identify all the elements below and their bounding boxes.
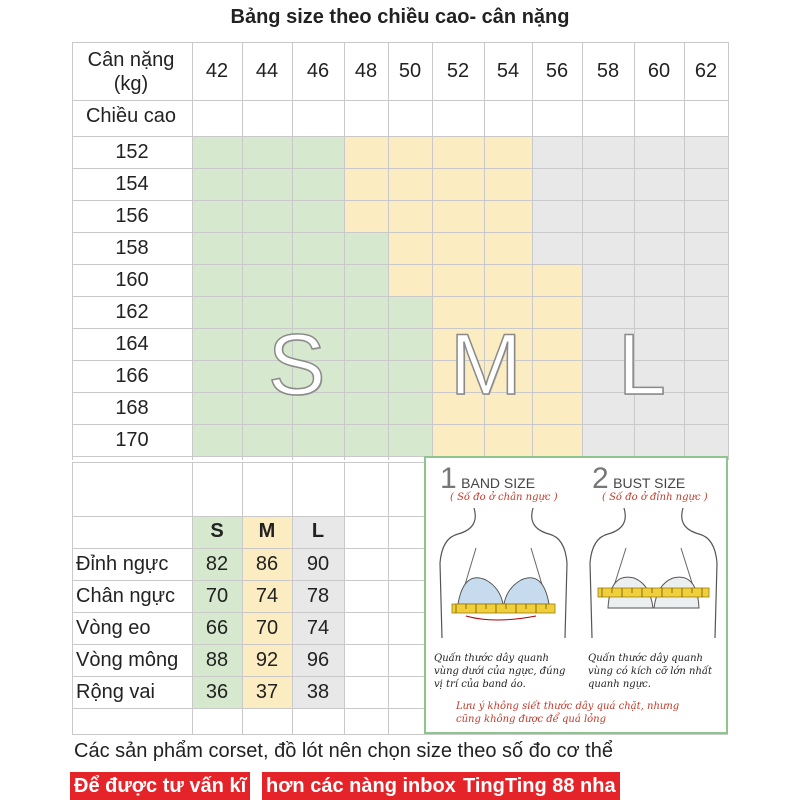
grid-line xyxy=(72,462,73,734)
measure-value: 38 xyxy=(306,681,330,703)
measure-value: 86 xyxy=(255,553,279,575)
measure-guide-panel xyxy=(424,456,728,734)
measure-value: 92 xyxy=(255,649,279,671)
measure-value: 37 xyxy=(255,681,279,703)
band-size-note: Quấn thước dây quanh vùng dưới của ngực, đúng vị trí của band áo. xyxy=(434,653,566,690)
measure-row-label: Rộng vai xyxy=(76,681,155,703)
measure-value: 88 xyxy=(205,649,229,671)
weight-header: 52 xyxy=(446,60,470,82)
measure-value: 96 xyxy=(306,649,330,671)
bust-size-note: Quấn thước dây quanh vùng có kích cỡ lớn nhất quanh ngực. xyxy=(588,653,713,690)
height-row-label: 158 xyxy=(115,237,149,259)
weight-label-line2: (kg) xyxy=(113,73,149,95)
weight-label-line1: Cân nặng xyxy=(87,49,175,71)
grid-line xyxy=(72,516,424,517)
measure-value: 66 xyxy=(205,617,229,639)
size-s-letter: S xyxy=(268,317,326,413)
band-size-number: 1 xyxy=(440,462,457,495)
grid-line xyxy=(72,462,424,463)
grid-line xyxy=(72,580,424,581)
height-row-label: 162 xyxy=(115,301,149,323)
measure-row-label: Đỉnh ngực xyxy=(76,553,169,575)
grid-line xyxy=(344,462,345,734)
grid-line xyxy=(72,612,424,613)
bust-size-title: BUST SIZE xyxy=(613,475,686,491)
weight-header: 46 xyxy=(306,60,330,82)
grid-line xyxy=(72,644,424,645)
measure-value: 70 xyxy=(255,617,279,639)
weight-header: 60 xyxy=(647,60,671,82)
height-row-label: 156 xyxy=(115,205,149,227)
height-label: Chiều cao xyxy=(85,105,177,126)
grid-line xyxy=(388,462,389,734)
band-size-heading xyxy=(440,462,535,496)
bust-size-heading xyxy=(592,462,685,496)
measure-size-header: S xyxy=(210,520,224,542)
grid-line xyxy=(72,548,424,549)
measure-row-label: Chân ngực xyxy=(76,585,176,607)
height-row-label: 152 xyxy=(115,141,149,163)
measure-size-header: L xyxy=(311,520,325,542)
contact-banner-part-1: Để được tư vấn kĩ xyxy=(70,772,250,800)
measure-value: 90 xyxy=(306,553,330,575)
size-l-letter: L xyxy=(618,317,666,413)
weight-header: 54 xyxy=(496,60,520,82)
bust-size-figure xyxy=(586,508,721,638)
size-m-letter: M xyxy=(450,317,522,413)
measure-size-header: M xyxy=(258,520,276,542)
height-row-label: 160 xyxy=(115,269,149,291)
contact-banner-part-3: TingTing 88 nha xyxy=(459,772,620,800)
measure-row-label: Vòng mông xyxy=(76,649,179,671)
footer-note: Các sản phẩm corset, đồ lót nên chọn size theo số đo cơ thể xyxy=(74,740,613,762)
height-row-label: 166 xyxy=(115,365,149,387)
contact-banner-part-2: hơn các nàng inbox xyxy=(262,772,460,800)
grid-line xyxy=(72,676,424,677)
band-size-figure xyxy=(436,508,571,638)
measure-value: 70 xyxy=(205,585,229,607)
height-row-label: 154 xyxy=(115,173,149,195)
grid-line xyxy=(72,734,728,735)
weight-header: 44 xyxy=(255,60,279,82)
bust-size-sub: ( Số đo ở đỉnh ngực ) xyxy=(602,492,708,503)
band-size-sub: ( Số đo ở chân ngực ) xyxy=(450,492,558,503)
weight-header: 62 xyxy=(694,60,718,82)
height-row-label: 168 xyxy=(115,397,149,419)
size-chart-title: Bảng size theo chiều cao- cân nặng xyxy=(230,6,570,28)
measure-value: 74 xyxy=(255,585,279,607)
weight-header: 56 xyxy=(545,60,569,82)
height-row-label: 170 xyxy=(115,429,149,451)
measure-row-label: Vòng eo xyxy=(76,617,151,639)
grid-line xyxy=(72,708,424,709)
weight-header: 50 xyxy=(398,60,422,82)
measure-value: 74 xyxy=(306,617,330,639)
band-size-title: BAND SIZE xyxy=(461,475,536,491)
measure-value: 36 xyxy=(205,681,229,703)
weight-header: 48 xyxy=(354,60,378,82)
weight-header: 42 xyxy=(205,60,229,82)
height-row-label: 164 xyxy=(115,333,149,355)
measure-value: 78 xyxy=(306,585,330,607)
bust-size-number: 2 xyxy=(592,462,609,495)
measure-warning: Lưu ý không siết thước dây quá chặt, nhưng cũng không được để quá lỏng xyxy=(456,701,680,725)
weight-header: 58 xyxy=(596,60,620,82)
measure-value: 82 xyxy=(205,553,229,575)
